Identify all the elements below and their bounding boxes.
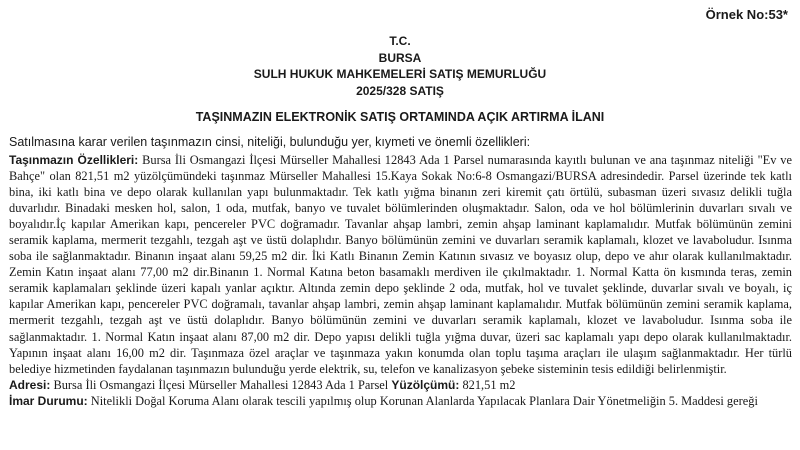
- example-number: Örnek No:53*: [705, 7, 788, 22]
- area-value: 821,51 m2: [459, 377, 516, 392]
- area-label: Yüzölçümü:: [391, 377, 460, 392]
- address-label: Adresi:: [9, 377, 51, 392]
- intro-text: Satılmasına karar verilen taşınmazın cinsi, niteliği, bulunduğu yer, kıymeti ve önemli özellikleri:: [9, 135, 531, 149]
- header-file-number: 2025/328 SATIŞ: [356, 83, 444, 98]
- zoning-text: Nitelikli Doğal Koruma Alanı olarak tescili yapılmış olup Korunan Alanlarda Yapılacak Planlara Dair Yönetmeliğin 5. Maddesi gereği: [87, 393, 758, 408]
- property-features-paragraph: [9, 152, 792, 377]
- header-office: SULH HUKUK MAHKEMELERİ SATIŞ MEMURLUĞU: [253, 67, 547, 81]
- zoning-label: İmar Durumu:: [9, 393, 88, 408]
- address-paragraph: [9, 377, 792, 393]
- property-features-text: Bursa İli Osmangazi İlçesi Mürseller Mahallesi 12843 Ada 1 Parsel numarasında kayıtlı bulunan ve ana taşınmaz niteliği "Ev ve Bahçe" olan 821,51 m2 yüzölçümündeki taşınmaz Mürseller Mahallesi 15.Kaya Sokak No:6-8 Osmangazi/BURSA adresindedir. Parsel üzerinde tek katlı bina, iki katlı bina ve depo olarak kullanılan yapı bulunmaktadır. Tek katlı yığma binanın zeri kiremit çatı örtülü, subasman üzeri sıvasız delikli tuğla duvarlıdır. Binadaki mesken hol, salon, 1 oda, mutfak, banyo ve tuvalet bölümlerinden oluşmaktadır. Salon, oda ve hol bölümlerinin duvarları sıvalı ve boyalıdır.İç kapılar Amerikan kapı, pencereler PVC doğramadır. Tavanlar ahşap lambri, zemin ahşap laminant kaplamalıdır. Mutfak bölümünün zemini seramik kaplama, mermerit tezgahlı, tezgah aşt ve üstü dolaplıdır. Banyo bölümünün zemini ve duvarları seramik kaplamalı, klozet ve lavaboludur. Isınma soba ile sağlanmaktadır. Binanın inşaat alanı 59,25 m2 dir. İki Katlı Binanın Zemin Katının sıvasız ve boyasız olup, depo ve ahır olarak kullanılmaktadır. Zemin Katın inşaat alanı 77,00 m2 dir.Binanın 1. Normal Katına beton basamaklı merdiven ile çıkılmaktadır. 1. Normal Katta ön kısmında teras, zemin seramik kaplamaları şeklinde üzeri kapalı yanlar açıktır. Altında zemin depo şeklinde 2 oda, mutfak, hol ve tuvalet şeklinde, duvarlar sıvalı ve boyalı, iç kapılar Amerikan kapı, pencereler PVC doğramalı, tavanlar ahşap lambri, zemin ahşap laminant kaplamalıdır. Mutfak bölümünün zemini seramik kaplama, mermerit tezgahlı, tezgah aşt ve üstü dolaplıdır. Banyo bölümünün zemini ve duvarları seramik kaplamalı, klozet ve lavaboludur. Isınma soba ile sağlanmaktadır. 1. Normal Katın inşaat alanı 87,00 m2 dir. Depo yapısı delikli tuğla yığma duvar, üzeri sac kaplamalı yapı depo olarak kullanılmaktadır. Yapının inşaat alanı 16,00 m2 dir. Taşınmaza özel araçlar ve taşınmaza yakın konumda olan toplu taşıma araçları ile ulaşım sağlanmaktadır. Her türlü belediye hizmetinden faydalanan taşınmazın bulunduğu yerde elektrik, su, telefon ve kanalizasyon şebeke sisteminin tesis edildiği belirlenmiştir.: [9, 153, 792, 376]
- zoning-paragraph: [9, 393, 792, 409]
- document-header: [0, 33, 800, 99]
- header-tc: T.C.: [389, 34, 411, 48]
- header-city: BURSA: [378, 50, 422, 65]
- property-features-label: Taşınmazın Özellikleri:: [9, 153, 139, 167]
- document-body: [9, 152, 792, 409]
- document-title: TAŞINMAZIN ELEKTRONİK SATIŞ ORTAMINDA AÇIK ARTIRMA İLANI: [195, 110, 605, 124]
- address-text: Bursa İli Osmangazi İlçesi Mürseller Mahallesi 12843 Ada 1 Parsel: [50, 377, 392, 392]
